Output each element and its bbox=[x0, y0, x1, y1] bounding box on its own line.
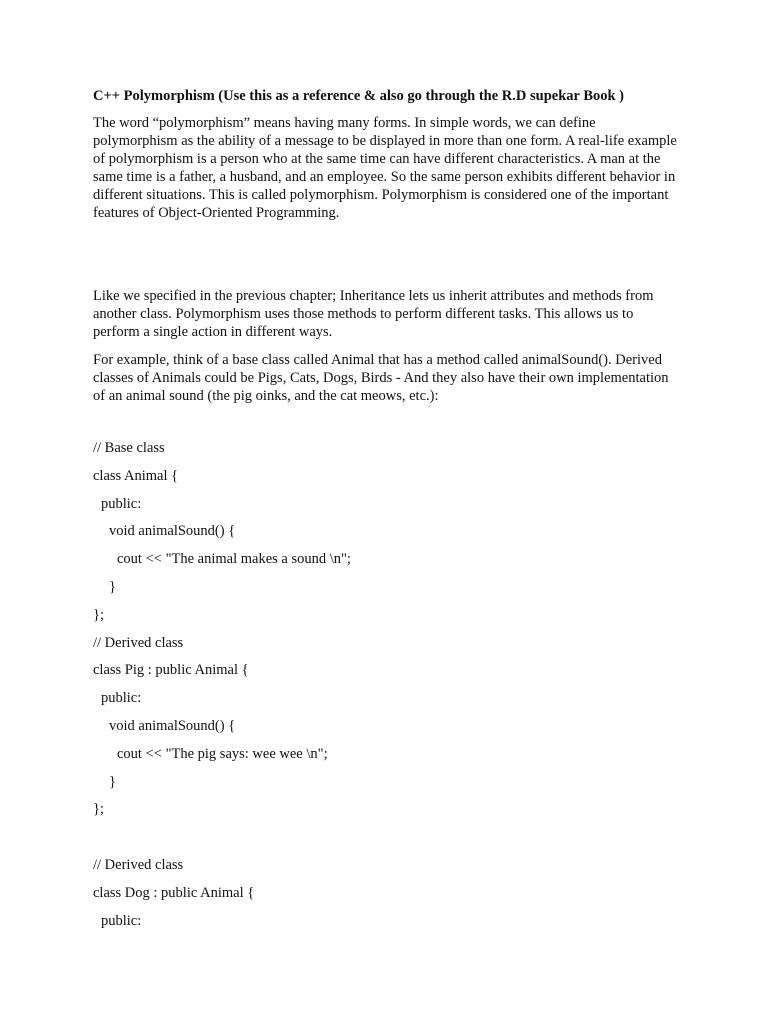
code-line: } bbox=[109, 773, 116, 790]
code-line: public: bbox=[101, 690, 142, 707]
code-line: cout << "The pig says: wee wee \n"; bbox=[117, 745, 328, 762]
code-block bbox=[93, 439, 683, 939]
paragraph-inheritance: Like we specified in the previous chapter; Inheritance lets us inherit attributes and methods from another class. Polymorphism uses those methods to perform different tasks. This allows us to perform a single action in different ways. bbox=[93, 288, 654, 340]
code-line: }; bbox=[93, 606, 104, 623]
code-line: public: bbox=[101, 912, 142, 929]
paragraph-example: For example, think of a base class called Animal that has a method called animalSound(). Derived classes of Animals could be Pigs, Cats, Dogs, Birds - And they also have their own implementation of an animal sound (the pig oinks, and the cat meows, etc.): bbox=[93, 352, 669, 404]
code-line: void animalSound() { bbox=[109, 717, 236, 734]
code-line: void animalSound() { bbox=[109, 523, 236, 540]
code-line: class Animal { bbox=[93, 467, 179, 484]
code-line: cout << "The animal makes a sound \n"; bbox=[117, 551, 351, 568]
document-page bbox=[93, 87, 683, 939]
code-line: class Pig : public Animal { bbox=[93, 662, 249, 679]
code-line: public: bbox=[101, 495, 142, 512]
code-line: // Derived class bbox=[93, 634, 184, 651]
code-line-blank bbox=[93, 828, 683, 856]
paragraph-definition: The word “polymorphism” means having many forms. In simple words, we can define polymorphism as the ability of a message to be displayed in more than one form. A real-life example of polymorphism is a person who at the same time can have different characteristics. A man at the same time is a father, a husband, and an employee. So the same person exhibits different behavior in different situations. This is called polymorphism. Polymorphism is considered one of the important features of Object-Oriented Programming. bbox=[93, 115, 677, 221]
code-line: // Base class bbox=[93, 440, 165, 456]
code-line: } bbox=[109, 578, 116, 595]
document-title: C++ Polymorphism (Use this as a reference & also go through the R.D supekar Book ) bbox=[93, 88, 625, 104]
code-line: class Dog : public Animal { bbox=[93, 884, 255, 901]
code-line: }; bbox=[93, 801, 104, 818]
code-line: // Derived class bbox=[93, 856, 184, 873]
